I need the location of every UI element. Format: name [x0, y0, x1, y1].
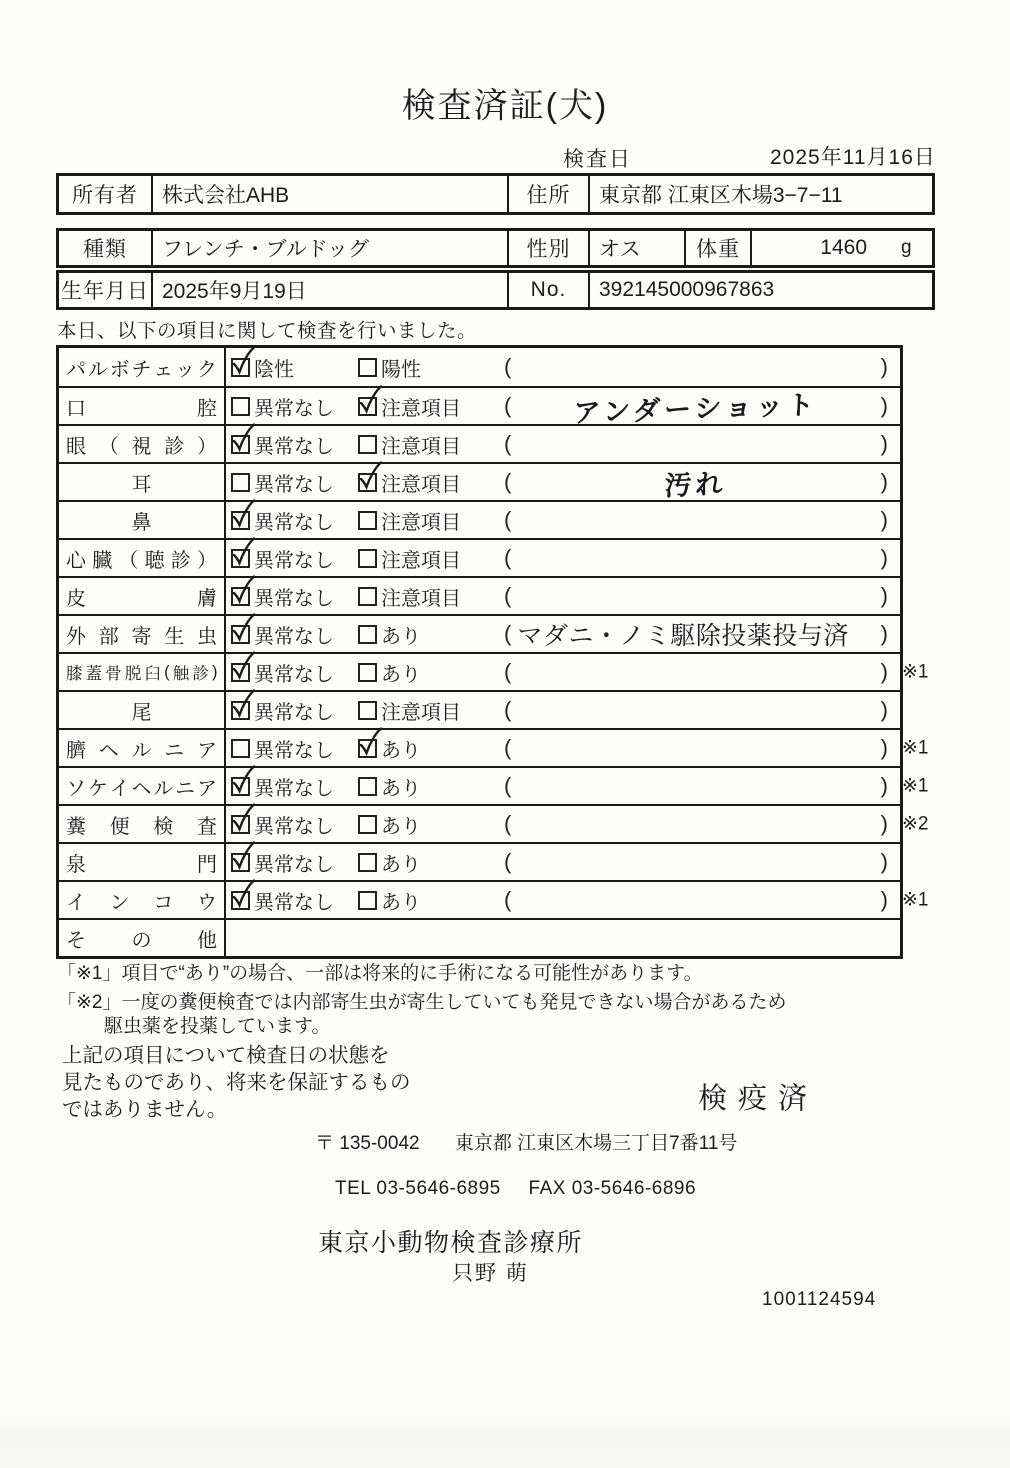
item-label: 膝 蓋 骨 脱 臼 ( 触 診 )	[59, 654, 226, 690]
paren-open-text: (	[504, 697, 512, 722]
row-body	[226, 464, 900, 500]
option2	[358, 810, 504, 839]
checklist-row	[59, 614, 900, 652]
option2-label: 注意項目	[381, 473, 461, 496]
postal-code: 〒 135-0042	[315, 1133, 420, 1154]
option1-checkbox	[231, 587, 250, 606]
item-label: 耳	[59, 464, 226, 500]
no-label: No.	[507, 273, 588, 307]
weight-value: 1460	[820, 236, 867, 259]
footnote-mark: ※1	[902, 661, 929, 683]
option2-checkbox	[358, 853, 377, 872]
option2	[358, 696, 504, 725]
option1-checkbox	[231, 815, 250, 834]
row-body	[226, 806, 900, 842]
row-body	[226, 540, 900, 576]
note-text: アンダーショット	[573, 389, 819, 428]
clinic-name: 東京小動物検査診療所	[318, 1229, 584, 1257]
option1-label: 異常なし	[254, 853, 334, 876]
option2	[358, 392, 504, 421]
pet-table-row-breed	[56, 228, 935, 268]
no-value: 392145000967863	[588, 273, 932, 307]
checklist-row	[59, 918, 900, 956]
disclaimer-line: 上記の項目について検査日の状態を	[62, 1044, 390, 1067]
checklist-row	[59, 386, 900, 428]
option2-checkbox	[358, 625, 377, 644]
option2	[358, 772, 504, 801]
birthdate-value: 2025年9月19日	[151, 273, 507, 307]
option1	[231, 620, 358, 649]
row-body	[226, 882, 900, 918]
footnote-mark: ※2	[902, 813, 929, 835]
option2	[358, 468, 504, 497]
option2-checkbox	[358, 701, 377, 720]
option1-checkbox	[231, 358, 250, 377]
paren-open-text: (	[504, 545, 512, 570]
option1	[231, 582, 358, 611]
option1-label: 異常なし	[254, 739, 334, 762]
paren-close-text: )	[880, 583, 888, 608]
fax-number: FAX 03-5646-6896	[528, 1178, 697, 1199]
option1-checkbox	[231, 701, 250, 720]
option1-label: 異常なし	[254, 549, 334, 572]
paren-close-text: )	[880, 431, 888, 456]
option2	[358, 544, 504, 573]
option2-checkbox	[358, 511, 377, 530]
row-body	[226, 768, 900, 804]
check-mark-icon	[230, 651, 256, 681]
option1	[231, 544, 358, 573]
option1	[231, 734, 358, 763]
option2-checkbox	[358, 891, 377, 910]
paren-close-text: )	[880, 354, 888, 379]
checklist-row	[59, 576, 900, 614]
option1-checkbox	[231, 435, 250, 454]
paren-close-text: )	[880, 849, 888, 874]
quarantine-stamp: 検疫済	[698, 1083, 819, 1115]
option2-label: あり	[381, 853, 421, 876]
item-label: 皮 膚	[59, 578, 226, 614]
check-mark-icon	[357, 461, 383, 491]
option1-checkbox	[231, 853, 250, 872]
item-label: 泉 門	[59, 844, 226, 880]
footnote-mark: ※1	[902, 775, 929, 797]
check-mark-icon	[230, 689, 256, 719]
disclaimer-line: ではありません。	[62, 1098, 228, 1121]
option1	[231, 506, 358, 535]
paren-open-text: (	[504, 735, 512, 760]
paren-close-text: )	[880, 659, 888, 684]
paren-close-text: )	[880, 507, 888, 532]
check-mark-icon	[230, 765, 256, 795]
option1-label: 異常なし	[254, 891, 334, 914]
footnote-1: 「※1」項目で“あり”の場合、一部は将来的に手術になる可能性があります。	[57, 963, 703, 984]
item-label: 糞 便 検 査	[59, 806, 226, 842]
note-text: 汚れ	[664, 468, 728, 501]
item-label: 尾	[59, 692, 226, 728]
row-body	[226, 388, 900, 428]
paren-close-text: )	[880, 545, 888, 570]
option1-label: 異常なし	[254, 511, 334, 534]
option2-checkbox	[358, 358, 377, 377]
item-label: 外 部 寄 生 虫	[59, 616, 226, 652]
paren-close-text: )	[880, 735, 888, 760]
checklist-row	[59, 462, 900, 500]
option1	[231, 810, 358, 839]
paren-open-text: (	[504, 507, 512, 532]
option2-label: 陽性	[381, 358, 421, 381]
paren-open-text: (	[504, 583, 512, 608]
option1-checkbox	[231, 549, 250, 568]
paren-close-text: )	[880, 887, 888, 912]
paren-close-text: )	[880, 469, 888, 494]
weight-unit: g	[901, 237, 912, 258]
check-mark-icon	[230, 499, 256, 529]
option1-checkbox	[231, 663, 250, 682]
option1-checkbox	[231, 511, 250, 530]
clinic-address: 東京都 江東区木場三丁目7番11号	[454, 1133, 738, 1154]
checklist-row	[59, 652, 929, 690]
paren-open-text: (	[504, 659, 512, 684]
option1-label: 陰性	[254, 358, 294, 381]
paren-open-text: (	[504, 811, 512, 836]
option1-label: 異常なし	[254, 663, 334, 686]
check-mark-icon	[230, 423, 256, 453]
owner-value: 株式会社AHB	[151, 176, 507, 212]
option1	[231, 848, 358, 877]
option1	[231, 772, 358, 801]
option1-label: 異常なし	[254, 625, 334, 648]
paren-open-text: (	[504, 354, 512, 379]
weight-label: 体重	[684, 231, 750, 265]
option2-checkbox	[358, 549, 377, 568]
option1-label: 異常なし	[254, 435, 334, 458]
paren-open-text: (	[504, 887, 512, 912]
option2	[358, 430, 504, 459]
checklist-row	[59, 804, 929, 842]
option1-checkbox	[231, 739, 250, 758]
check-mark-icon	[230, 613, 256, 643]
check-mark-icon	[230, 537, 256, 567]
footnote-mark: ※1	[902, 889, 929, 911]
disclaimer-line: 見たものであり、将来を保証するもの	[62, 1071, 411, 1094]
item-label: パ ル ボ チ ェ ッ ク	[59, 348, 226, 386]
disclaimer-text	[62, 1042, 411, 1123]
option1-checkbox	[231, 891, 250, 910]
item-label: 口 腔	[59, 388, 226, 424]
option2-label: あり	[381, 777, 421, 800]
option2-label: 注意項目	[381, 701, 461, 724]
address-value: 東京都 江東区木場3−7−11	[588, 176, 932, 212]
check-mark-icon	[357, 385, 383, 415]
row-body	[226, 348, 900, 386]
option1-label: 異常なし	[254, 815, 334, 838]
option2	[358, 886, 504, 915]
row-body	[226, 616, 900, 652]
option2	[358, 658, 504, 687]
checklist-table	[56, 345, 929, 959]
option2-label: 注意項目	[381, 435, 461, 458]
option2	[358, 620, 504, 649]
check-mark-icon	[357, 727, 383, 757]
option2	[358, 848, 504, 877]
option1	[231, 430, 358, 459]
option1-checkbox	[231, 625, 250, 644]
inspection-date-value: 2025年11月16日	[770, 146, 936, 169]
option2-checkbox	[358, 473, 377, 492]
row-body	[226, 502, 900, 538]
check-mark-icon	[230, 803, 256, 833]
option2-checkbox	[358, 815, 377, 834]
item-label: ソ ケ イ ヘ ル ニ ア	[59, 768, 226, 804]
checklist-row	[59, 728, 929, 766]
option2-label: 注意項目	[381, 397, 461, 420]
option2	[358, 734, 504, 763]
footnote-2-line1: 「※2」一度の糞便検査では内部寄生虫が寄生していても発見できない場合があるため	[57, 992, 787, 1013]
option1	[231, 696, 358, 725]
breed-label: 種類	[83, 238, 127, 261]
row-body	[226, 920, 900, 956]
option2-checkbox	[358, 777, 377, 796]
checklist-row	[59, 500, 900, 538]
paren-close-text: )	[880, 811, 888, 836]
option1-label: 異常なし	[254, 587, 334, 610]
paren-close-text: )	[880, 773, 888, 798]
option2-checkbox	[358, 587, 377, 606]
address-label: 住所	[507, 176, 588, 212]
checklist-row	[59, 538, 900, 576]
paren-open-text: (	[504, 621, 512, 646]
check-mark-icon	[230, 841, 256, 871]
breed-value: フレンチ・ブルドッグ	[151, 231, 507, 265]
option1	[231, 392, 358, 421]
paren-open-text: (	[504, 431, 512, 456]
item-label: 臍 ヘ ル ニ ア	[59, 730, 226, 766]
page-title: 検査済証(犬)	[401, 87, 609, 125]
option1	[231, 658, 358, 687]
option2-label: 注意項目	[381, 511, 461, 534]
checklist-row	[59, 424, 900, 462]
option2-label: あり	[381, 739, 421, 762]
paren-close-text: )	[880, 393, 888, 418]
checklist-row	[59, 690, 900, 728]
intro-text: 本日、以下の項目に関して検査を行いました。	[57, 320, 478, 342]
option1	[231, 468, 358, 497]
option2-checkbox	[358, 435, 377, 454]
option1-checkbox	[231, 473, 250, 492]
sex-label: 性別	[507, 231, 588, 265]
weight-value-cell	[750, 231, 932, 265]
item-label: 心 臓 （ 聴 診 ）	[59, 540, 226, 576]
inspection-date-label: 検査日	[563, 148, 632, 171]
row-body	[226, 426, 900, 462]
owner-table	[56, 173, 935, 215]
option2-label: あり	[381, 815, 421, 838]
option1-label: 異常なし	[254, 397, 334, 420]
checklist-row	[59, 766, 929, 804]
serial-number: 1001124594	[762, 1289, 877, 1310]
birthdate-label: 生年月日	[61, 280, 149, 303]
option2-label: 注意項目	[381, 549, 461, 572]
option1-label: 異常なし	[254, 473, 334, 496]
sex-value: オス	[588, 231, 684, 265]
checklist-row	[59, 348, 900, 386]
paren-open-text: (	[504, 469, 512, 494]
row-body	[226, 578, 900, 614]
clinic-postal-address	[315, 1128, 737, 1155]
option2-checkbox	[358, 739, 377, 758]
item-label: イ ン コ ウ	[59, 882, 226, 918]
paren-open-text: (	[504, 849, 512, 874]
owner-label: 所有者	[72, 184, 138, 207]
row-body	[226, 730, 900, 766]
option2-label: あり	[381, 891, 421, 914]
option1-label: 異常なし	[254, 701, 334, 724]
option1	[231, 886, 358, 915]
checklist-row	[59, 842, 900, 880]
option2-label: 注意項目	[381, 587, 461, 610]
option1-checkbox	[231, 397, 250, 416]
veterinarian-name: 只野 萌	[452, 1262, 529, 1285]
clinic-tel-fax	[335, 1178, 696, 1200]
option1	[231, 353, 358, 382]
option2	[358, 353, 504, 382]
row-body	[226, 692, 900, 728]
paren-open-text: (	[504, 393, 512, 418]
check-mark-icon	[230, 346, 256, 376]
footnote-mark: ※1	[902, 737, 929, 759]
paren-close-text: )	[880, 697, 888, 722]
note-text: マダニ・ノミ駆除投薬投与済	[517, 622, 849, 650]
paren-close-text: )	[880, 621, 888, 646]
option2-checkbox	[358, 663, 377, 682]
item-label: 鼻	[59, 502, 226, 538]
row-body	[226, 844, 900, 880]
option2-label: あり	[381, 625, 421, 648]
option1-checkbox	[231, 777, 250, 796]
item-label: 眼 （ 視 診 ）	[59, 426, 226, 462]
check-mark-icon	[230, 879, 256, 909]
footnote-2-line2: 駆虫薬を投薬しています。	[104, 1016, 331, 1037]
row-body	[226, 654, 900, 690]
option2	[358, 506, 504, 535]
option2	[358, 582, 504, 611]
option1-label: 異常なし	[254, 777, 334, 800]
option2-label: あり	[381, 663, 421, 686]
check-mark-icon	[230, 575, 256, 605]
option2-checkbox	[358, 397, 377, 416]
pet-table-row-birthdate	[56, 270, 935, 310]
checklist-row	[59, 880, 929, 918]
paren-open-text: (	[504, 773, 512, 798]
item-label: そ の 他	[59, 920, 226, 956]
tel-number: TEL 03-5646-6895	[335, 1178, 501, 1199]
